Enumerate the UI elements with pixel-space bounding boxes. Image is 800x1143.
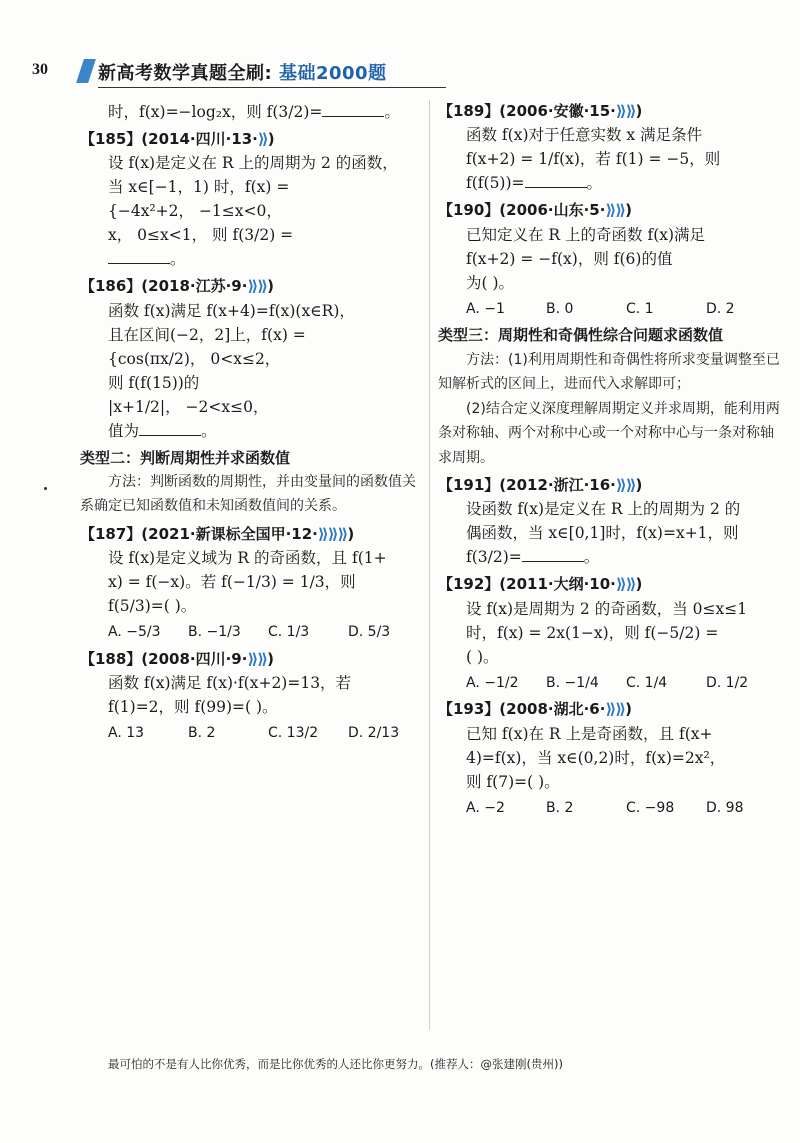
- q193-line: 4)=f(x)，当 x∈(0,2)时，f(x)=2x²，: [466, 748, 726, 767]
- difficulty-icon: ⟫⟫⟫: [317, 524, 348, 543]
- option-b: B. −1/3: [188, 624, 241, 641]
- q192-line: 时，f(x) = 2x(1−x)，则 f(−5/2) =: [466, 623, 719, 642]
- q186-line: 函数 f(x)满足 f(x+4)=f(x)(x∈R)，: [108, 301, 355, 320]
- q190-line: 已知定义在 R 上的奇函数 f(x)满足: [466, 225, 706, 244]
- margin-dot: [44, 487, 47, 490]
- page-header: [32, 55, 432, 93]
- left-column: [80, 100, 420, 745]
- q192-line: 设 f(x)是周期为 2 的奇函数，当 0≤x≤1: [466, 599, 748, 618]
- q185-line: {−4x²+2， −1≤x<0，: [108, 202, 282, 221]
- q193-line: 已知 f(x)在 R 上是奇函数，且 f(x+: [466, 724, 713, 743]
- difficulty-icon: ⟫⟫: [247, 649, 268, 668]
- q193-options: [438, 798, 784, 820]
- q193-body: [438, 722, 784, 794]
- header-rule: [98, 87, 446, 88]
- header-stripe: [76, 59, 96, 83]
- q190-heading: [438, 199, 784, 222]
- q193-line: 则 f(7)=( )。: [466, 772, 560, 791]
- q189-source: 【189】(2006·安徽·15·: [438, 102, 616, 120]
- q185-blank-line: [108, 247, 420, 271]
- option-a: A. 13: [108, 725, 145, 742]
- book-title-sep: :: [264, 63, 273, 84]
- q192-options: [438, 673, 784, 695]
- q186-value-label: 值为: [108, 421, 140, 440]
- q190-source: 【190】(2006·山东·5·: [438, 201, 606, 220]
- q185-end: 。: [170, 250, 186, 269]
- answer-blank: [108, 248, 170, 265]
- q186-body: [80, 299, 420, 443]
- q186-line: 则 f(f(15))的: [108, 373, 200, 392]
- q190-line: f(x+2) = −f(x)，则 f(6)的值: [466, 249, 673, 268]
- q190-options: [438, 299, 784, 321]
- q188-body: [80, 671, 420, 719]
- right-column: [438, 100, 784, 819]
- q186-line: 且在区间(−2，2]上，f(x) =: [108, 325, 306, 344]
- q189-end: 。: [586, 174, 603, 193]
- q185-line: 当 x∈[−1，1) 时，f(x) =: [108, 178, 290, 197]
- option-b: B. 2: [546, 799, 574, 816]
- q187-line: f(5/3)=( )。: [108, 597, 197, 616]
- q190-body: [438, 223, 784, 295]
- difficulty-icon: ⟫: [257, 130, 268, 149]
- page-number: 30: [32, 61, 48, 78]
- option-b: B. −1/4: [546, 674, 599, 691]
- book-title: [98, 59, 387, 85]
- difficulty-icon: ⟫⟫: [615, 575, 636, 594]
- q185-body: [80, 151, 420, 271]
- option-b: B. 0: [546, 300, 574, 317]
- q188-close: ): [267, 649, 274, 668]
- q185-line: 设 f(x)是定义在 R 上的周期为 2 的函数，: [108, 154, 398, 173]
- q189-body: [438, 123, 784, 195]
- q191-source: 【191】(2012·浙江·16·: [438, 476, 616, 495]
- option-b: B. 2: [188, 725, 216, 742]
- option-d: D. 2/13: [348, 725, 400, 742]
- q191-line: 设函数 f(x)是定义在 R 上的周期为 2 的: [466, 500, 741, 519]
- q188-line: f(1)=2，则 f(99)=( )。: [108, 698, 278, 717]
- q190-close: ): [625, 201, 632, 220]
- q187-source: 【187】(2021·新课标全国甲·12·: [80, 524, 318, 543]
- q191-end: 。: [583, 548, 600, 567]
- page-footer-quote: 最可怕的不是有人比你优秀，而是比你优秀的人还比你更努力。(推荐人：@张建刚(贵州)): [108, 1057, 563, 1071]
- option-d: D. 1/2: [706, 674, 749, 691]
- q193-heading: [438, 698, 784, 721]
- option-d: D. 98: [706, 799, 744, 816]
- q189-blank-line: [466, 171, 784, 195]
- q187-options: [80, 622, 420, 644]
- q192-body: [438, 597, 784, 669]
- q188-heading: [80, 648, 420, 671]
- q191-line: 偶函数，当 x∈[0,1]时，f(x)=x+1，则: [466, 524, 739, 543]
- q191-heading: [438, 474, 784, 497]
- difficulty-icon: ⟫⟫: [615, 476, 636, 495]
- q185-heading: [80, 128, 420, 151]
- q186-end: 。: [201, 421, 217, 440]
- option-a: A. −5/3: [108, 624, 161, 641]
- q185-source: 【185】(2014·四川·13·: [80, 130, 258, 149]
- type3-method-1: 方法：(1)利用周期性和奇偶性将所求变量调整至已知解析式的区间上，进而代入求解即可；: [438, 351, 780, 393]
- q184-text: 时，f(x)=−log₂x，则 f(3/2)=: [108, 103, 323, 121]
- option-a: A. −2: [466, 799, 505, 816]
- option-d: D. 5/3: [348, 624, 391, 641]
- option-a: A. −1: [466, 300, 505, 317]
- q187-heading: [80, 523, 420, 546]
- q188-source: 【188】(2008·四川·9·: [80, 649, 248, 668]
- q186-close: ): [267, 277, 274, 296]
- type2-title: 类型二：判断周期性并求函数值: [80, 448, 291, 467]
- q190-line: 为( )。: [466, 273, 515, 292]
- q188-line: 函数 f(x)满足 f(x)·f(x+2)=13，若: [108, 674, 352, 693]
- type2-method: 方法：判断函数的周期性，并由变量间的函数值关系确定已知函数值和未知函数值间的关系。: [80, 473, 416, 515]
- q189-expr: f(f(5))=: [466, 174, 525, 193]
- type3-title: 类型三：周期性和奇偶性综合问题求函数值: [438, 326, 724, 345]
- q189-heading: [438, 100, 784, 123]
- difficulty-icon: ⟫⟫: [605, 201, 626, 220]
- q186-line: {cos(πx/2)， 0<x≤2，: [108, 349, 281, 368]
- q189-line: f(x+2) = 1/f(x)，若 f(1) = −5，则: [466, 150, 721, 169]
- q185-line: x， 0≤x<1， 则 f(3/2) =: [108, 226, 294, 245]
- q186-blank-line: [108, 419, 420, 443]
- difficulty-icon: ⟫⟫: [247, 277, 268, 296]
- q187-line: 设 f(x)是定义域为 R 的奇函数，且 f(1+: [108, 549, 387, 568]
- q188-options: [80, 723, 420, 745]
- option-d: D. 2: [706, 300, 735, 317]
- option-c: C. 1/3: [268, 624, 310, 641]
- column-divider: [429, 100, 430, 1030]
- q189-close: ): [635, 102, 643, 120]
- q191-body: [438, 497, 784, 569]
- q191-close: ): [635, 476, 643, 495]
- q184-continuation: 时，f(x)=−log₂x，则 f(3/2)= 。: [80, 100, 420, 124]
- q185-close: ): [267, 130, 275, 149]
- q186-source: 【186】(2018·江苏·9·: [80, 277, 248, 296]
- answer-blank: [525, 172, 587, 189]
- q187-close: ): [347, 524, 355, 543]
- answer-blank: [522, 546, 584, 563]
- q193-source: 【193】(2008·湖北·6·: [438, 700, 606, 719]
- q192-heading: [438, 573, 784, 596]
- difficulty-icon: ⟫⟫: [615, 102, 636, 120]
- q187-body: [80, 546, 420, 618]
- option-a: A. −1/2: [466, 674, 519, 691]
- q189-line: 函数 f(x)对于任意实数 x 满足条件: [466, 126, 703, 145]
- q192-line: ( )。: [466, 647, 499, 666]
- q187-line: x) = f(−x)。若 f(−1/3) = 1/3，则: [108, 573, 356, 592]
- answer-blank: [322, 101, 384, 118]
- option-c: C. 1: [626, 300, 654, 317]
- q192-close: ): [635, 575, 643, 594]
- q192-source: 【192】(2011·大纲·10·: [438, 575, 616, 594]
- q191-expr: f(3/2)=: [466, 548, 522, 567]
- book-title-main: 新高考数学真题全刷: [98, 63, 265, 84]
- option-c: C. 1/4: [626, 674, 668, 691]
- q186-line: |x+1/2|， −2<x≤0，: [108, 397, 269, 416]
- option-c: C. −98: [626, 799, 675, 816]
- type3-method-2: (2)结合定义深度理解周期定义并求周期，能利用两条对称轴、两个对称中心或一个对称中心与一条对称轴求周期。: [438, 400, 780, 466]
- difficulty-icon: ⟫⟫: [605, 700, 626, 719]
- q191-blank-line: [466, 545, 784, 569]
- answer-blank: [139, 419, 201, 436]
- book-title-sub: 基础2000题: [278, 63, 387, 84]
- q193-close: ): [625, 700, 632, 719]
- option-c: C. 13/2: [268, 725, 319, 742]
- q186-heading: [80, 275, 420, 298]
